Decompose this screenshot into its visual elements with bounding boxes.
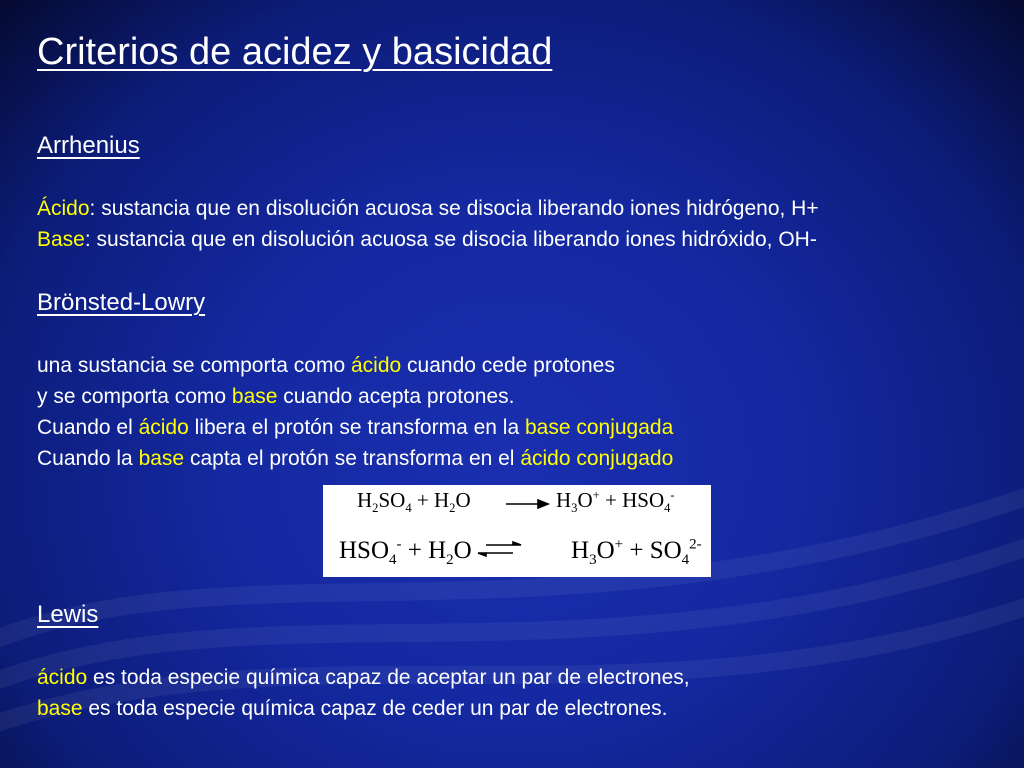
heading-arrhenius: Arrhenius [37, 132, 140, 159]
equation-1-products: $H_3O^+ + HSO_4^-$ [556, 488, 675, 516]
text-segment: Cuando la [37, 447, 139, 470]
acid-term: Ácido [37, 197, 90, 220]
arrhenius-base-definition [37, 225, 817, 255]
lewis-line-2 [37, 694, 667, 724]
equation-1-lhs-text: $H_2SO_4 + H_2O$ [357, 488, 471, 516]
text-segment: libera el protón se transforma en la [188, 416, 525, 439]
acid-term: ácido [351, 354, 402, 377]
bronsted-line-3 [37, 413, 673, 443]
text-segment: Cuando el [37, 416, 139, 439]
acid-term: ácido [37, 666, 88, 689]
bronsted-line-4 [37, 444, 673, 474]
heading-lewis: Lewis [37, 601, 99, 628]
conjugate-base-term: base conjugada [524, 416, 674, 439]
lewis-line-1 [37, 663, 690, 693]
text-segment: cuando acepta protones. [277, 385, 515, 408]
acid-definition-text: : sustancia que en disolución acuosa se disocia liberando iones hidrógeno, H+ [89, 197, 819, 220]
equation-2-products: $H_3O^+ + SO_4^{2-}$ [571, 537, 702, 569]
bronsted-line-1 [37, 351, 615, 381]
slide-title: Criterios de acidez y basicidad [37, 31, 553, 73]
text-segment: es toda especie química capaz de aceptar un par de electrones, [87, 666, 690, 689]
bronsted-line-2 [37, 382, 514, 412]
conjugate-acid-term: ácido conjugado [520, 447, 674, 470]
base-term: base [231, 385, 278, 408]
text-segment: y se comporta como [37, 385, 232, 408]
text-segment: cuando cede protones [401, 354, 615, 377]
text-segment: una sustancia se comporta como [37, 354, 351, 377]
acid-term: ácido [138, 416, 189, 439]
base-term: base [37, 697, 83, 720]
base-term: Base [37, 228, 85, 251]
text-segment: es toda especie química capaz de ceder un par de electrones. [82, 697, 668, 720]
equations-box [323, 485, 711, 577]
equation-1-reactants [357, 488, 471, 516]
equation-2-reactants: $HSO_4^- + H_2O$ [339, 537, 472, 569]
heading-bronsted-lowry: Brönsted-Lowry [37, 289, 206, 316]
base-definition-text: : sustancia que en disolución acuosa se disocia liberando iones hidróxido, OH- [84, 228, 817, 251]
text-segment: capta el protón se transforma en el [184, 447, 521, 470]
base-term: base [138, 447, 185, 470]
arrhenius-acid-definition [37, 194, 819, 224]
